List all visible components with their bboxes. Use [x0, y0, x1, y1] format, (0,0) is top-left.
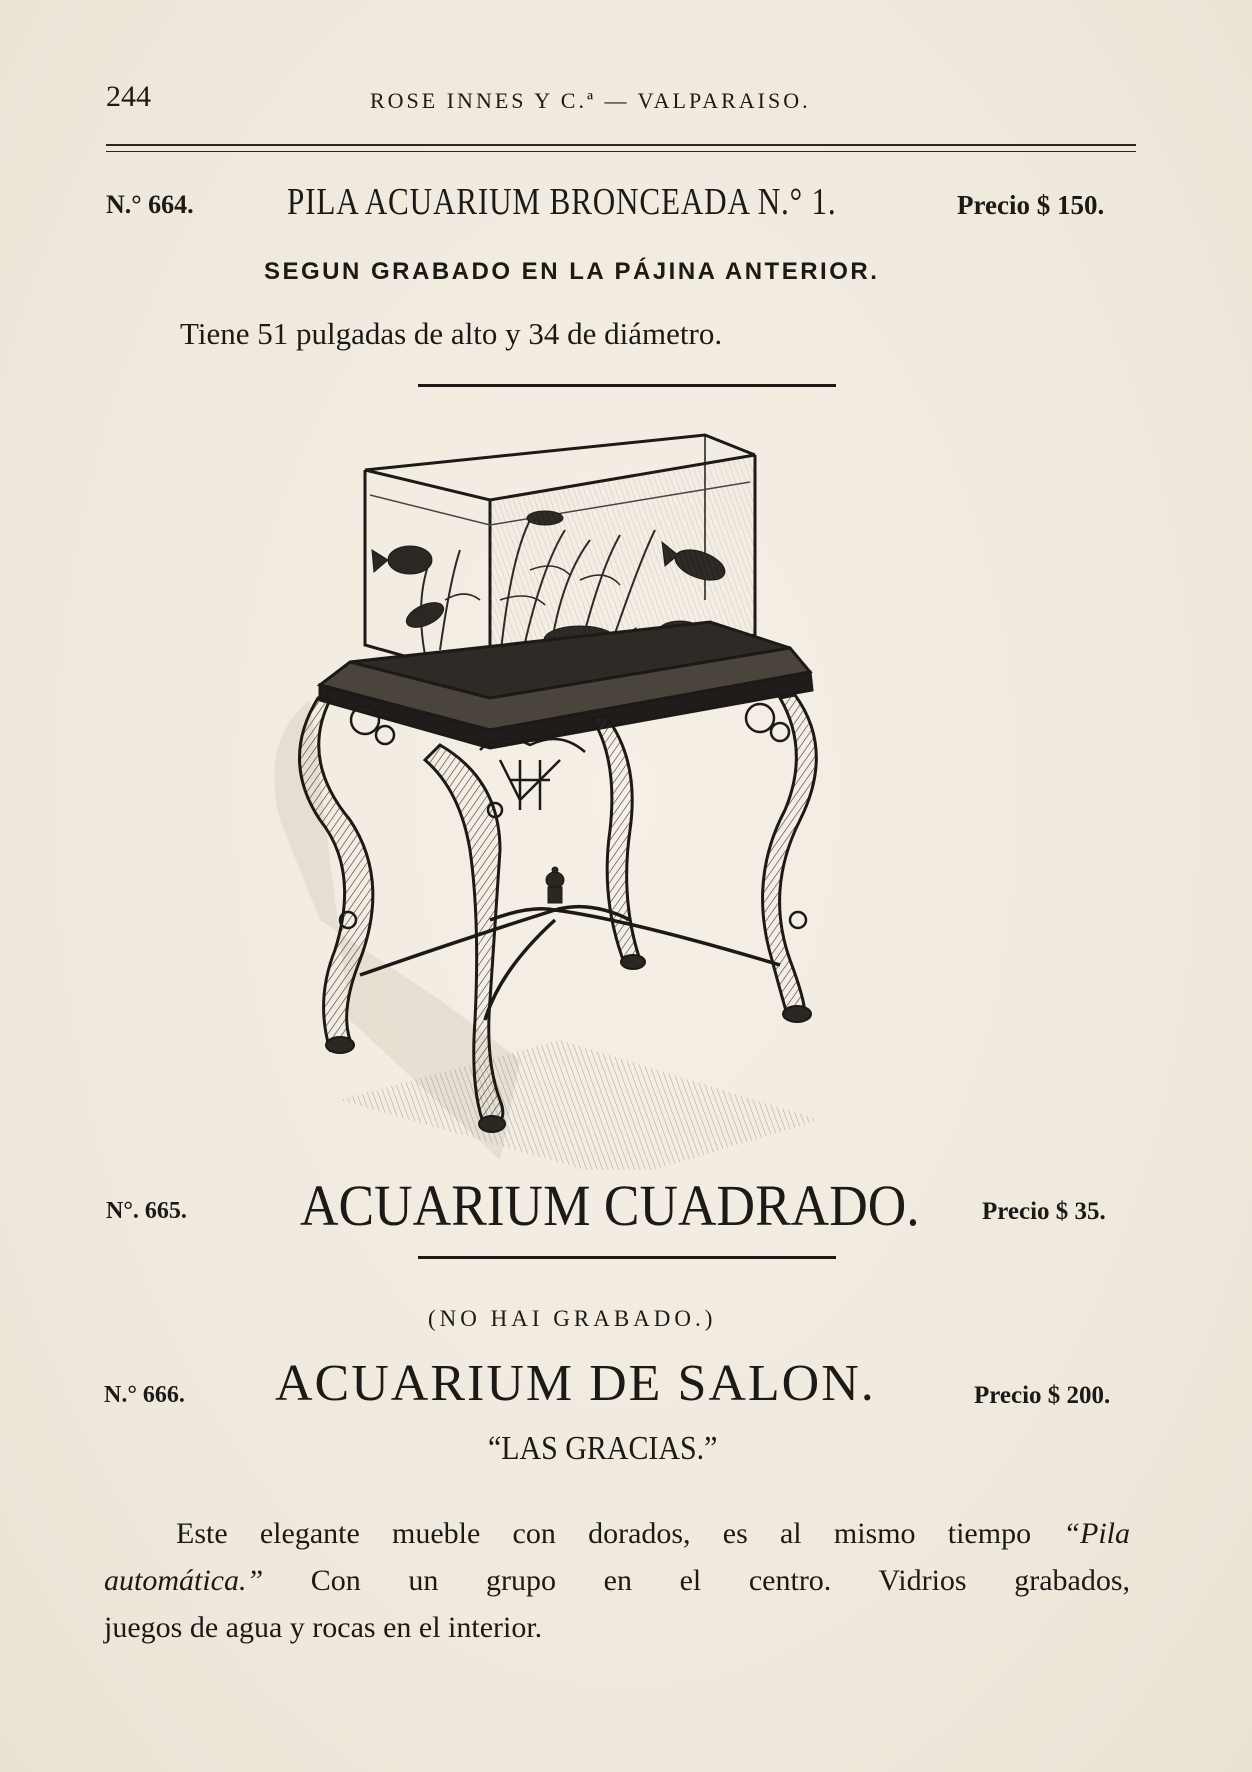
section-rule — [418, 384, 836, 387]
description-italic: automática.” — [104, 1564, 264, 1597]
item-666-description — [104, 1510, 1130, 1651]
item-666-number: N.° 666. — [104, 1382, 185, 1408]
description-line: juegos de agua y rocas en el interior. — [104, 1611, 543, 1644]
item-665-price: Precio $ 35. — [982, 1198, 1106, 1225]
description-line — [104, 1510, 1130, 1557]
section-rule — [418, 1256, 836, 1259]
running-head: ROSE INNES Y C.ª — VALPARAISO. — [370, 88, 811, 113]
item-666-subtitle: “LAS GRACIAS.” — [488, 1430, 718, 1467]
description-line — [104, 1557, 1130, 1604]
description-text: Este elegante mueble con dorados, es al mismo tiempo — [176, 1517, 1064, 1550]
item-665-number: N°. 665. — [106, 1198, 187, 1224]
item-664-number: N.° 664. — [106, 190, 194, 219]
item-664-price: Precio $ 150. — [957, 190, 1105, 220]
item-666-title: ACUARIUM DE SALON. — [275, 1355, 876, 1412]
page-number: 244 — [106, 80, 151, 113]
aquarium-on-ornate-stand-engraving-icon — [200, 400, 980, 1170]
description-italic: “Pila — [1063, 1517, 1130, 1550]
item-664-title: PILA ACUARIUM BRONCEADA N.° 1. — [287, 181, 837, 223]
header-rule — [106, 144, 1136, 146]
item-666-note: (NO HAI GRABADO.) — [428, 1306, 717, 1331]
item-664-subtitle: SEGUN GRABADO EN LA PÁJINA ANTERIOR. — [264, 258, 880, 285]
item-666-price: Precio $ 200. — [974, 1382, 1111, 1409]
item-664-description: Tiene 51 pulgadas de alto y 34 de diámetro. — [180, 316, 723, 351]
header-rule-thin — [106, 151, 1136, 152]
item-665-title: ACUARIUM CUADRADO. — [300, 1173, 920, 1238]
description-text: Con un grupo en el centro. Vidrios grabados, — [263, 1564, 1130, 1597]
